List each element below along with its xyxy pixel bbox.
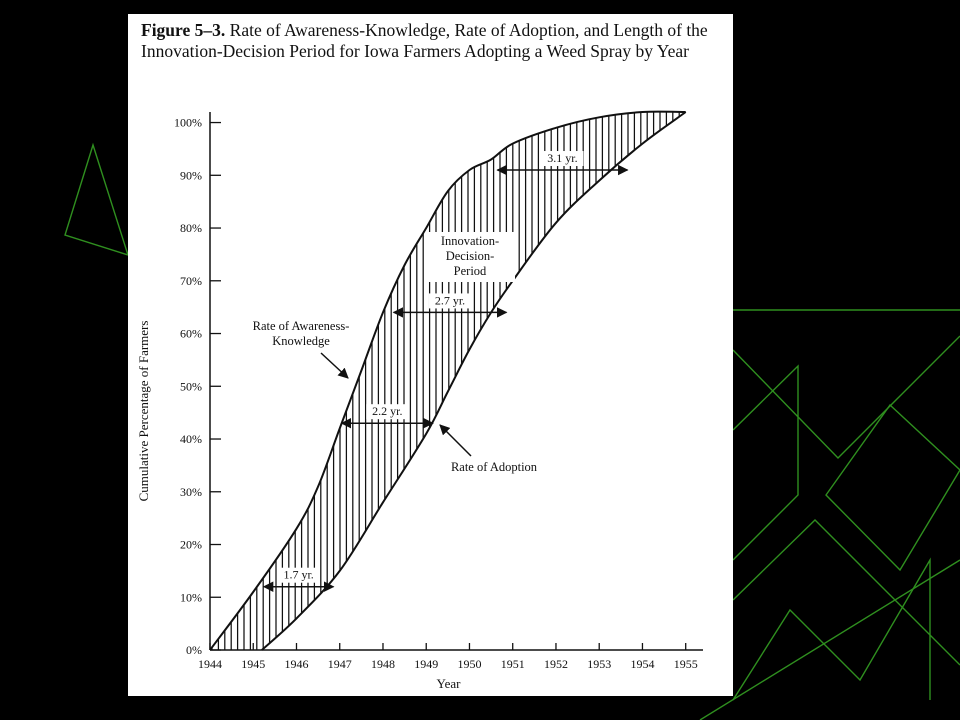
y-tick-label: 90% xyxy=(180,168,202,183)
x-tick-label: 1946 xyxy=(284,657,309,671)
interval-label: 2.7 yr. xyxy=(434,293,466,308)
decor-line-right-3 xyxy=(733,366,798,560)
chart-annotations xyxy=(253,151,628,587)
y-tick-label: 0% xyxy=(186,643,202,657)
y-tick-label: 60% xyxy=(180,326,202,341)
x-axis-label: Year xyxy=(436,676,461,691)
y-tick-label: 70% xyxy=(180,273,202,288)
y-tick-label: 50% xyxy=(180,379,202,394)
x-tick-label: 1949 xyxy=(414,657,439,671)
adoption-callout-arrow xyxy=(440,425,471,456)
x-tick-label: 1947 xyxy=(327,657,352,671)
y-tick-label: 40% xyxy=(180,432,202,447)
decor-line-right-6 xyxy=(700,560,960,720)
y-tick-label: 100% xyxy=(174,115,202,130)
period-callout-line: Innovation- xyxy=(440,234,500,248)
y-tick-label: 30% xyxy=(180,484,202,499)
figure-panel xyxy=(128,14,733,696)
y-axis-label: Cumulative Percentage of Farmers xyxy=(136,320,151,502)
decor-line-right-4 xyxy=(733,520,960,665)
chart-axes xyxy=(136,112,703,691)
x-tick-label: 1953 xyxy=(587,657,612,671)
x-tick-label: 1952 xyxy=(543,657,568,671)
decor-triangle-left xyxy=(65,145,128,255)
interval-label: 2.2 yr. xyxy=(372,404,403,419)
figure-number: Figure 5–3. xyxy=(141,20,226,40)
adoption-callout-label: Rate of Adoption xyxy=(450,460,538,474)
figure-caption-text: Rate of Awareness-Knowledge, Rate of Adoption, and Length of the Innovation-Decision Period for Iowa Farmers Adopting a Weed Spray by Year xyxy=(141,20,708,61)
y-tick-label: 20% xyxy=(180,537,202,552)
period-callout-line: Period xyxy=(453,264,487,278)
interval-label: 1.7 yr. xyxy=(283,567,314,582)
interval-label: 3.1 yr. xyxy=(547,151,578,166)
y-tick-label: 80% xyxy=(180,221,202,236)
awareness-callout-arrow xyxy=(321,353,348,378)
awareness-callout-line: Knowledge xyxy=(272,334,330,348)
decor-line-right-5 xyxy=(733,560,930,700)
x-tick-label: 1954 xyxy=(630,657,655,671)
period-callout-line: Decision- xyxy=(445,249,495,263)
x-tick-label: 1948 xyxy=(370,657,395,671)
x-tick-label: 1945 xyxy=(241,657,266,671)
adoption-chart xyxy=(128,14,733,696)
y-tick-label: 10% xyxy=(180,590,202,605)
decor-diamond-right xyxy=(826,405,960,570)
x-tick-label: 1944 xyxy=(198,657,222,671)
x-tick-label: 1950 xyxy=(457,657,482,671)
x-tick-label: 1951 xyxy=(500,657,525,671)
x-tick-label: 1955 xyxy=(673,657,698,671)
awareness-callout-line: Rate of Awareness- xyxy=(252,319,350,333)
